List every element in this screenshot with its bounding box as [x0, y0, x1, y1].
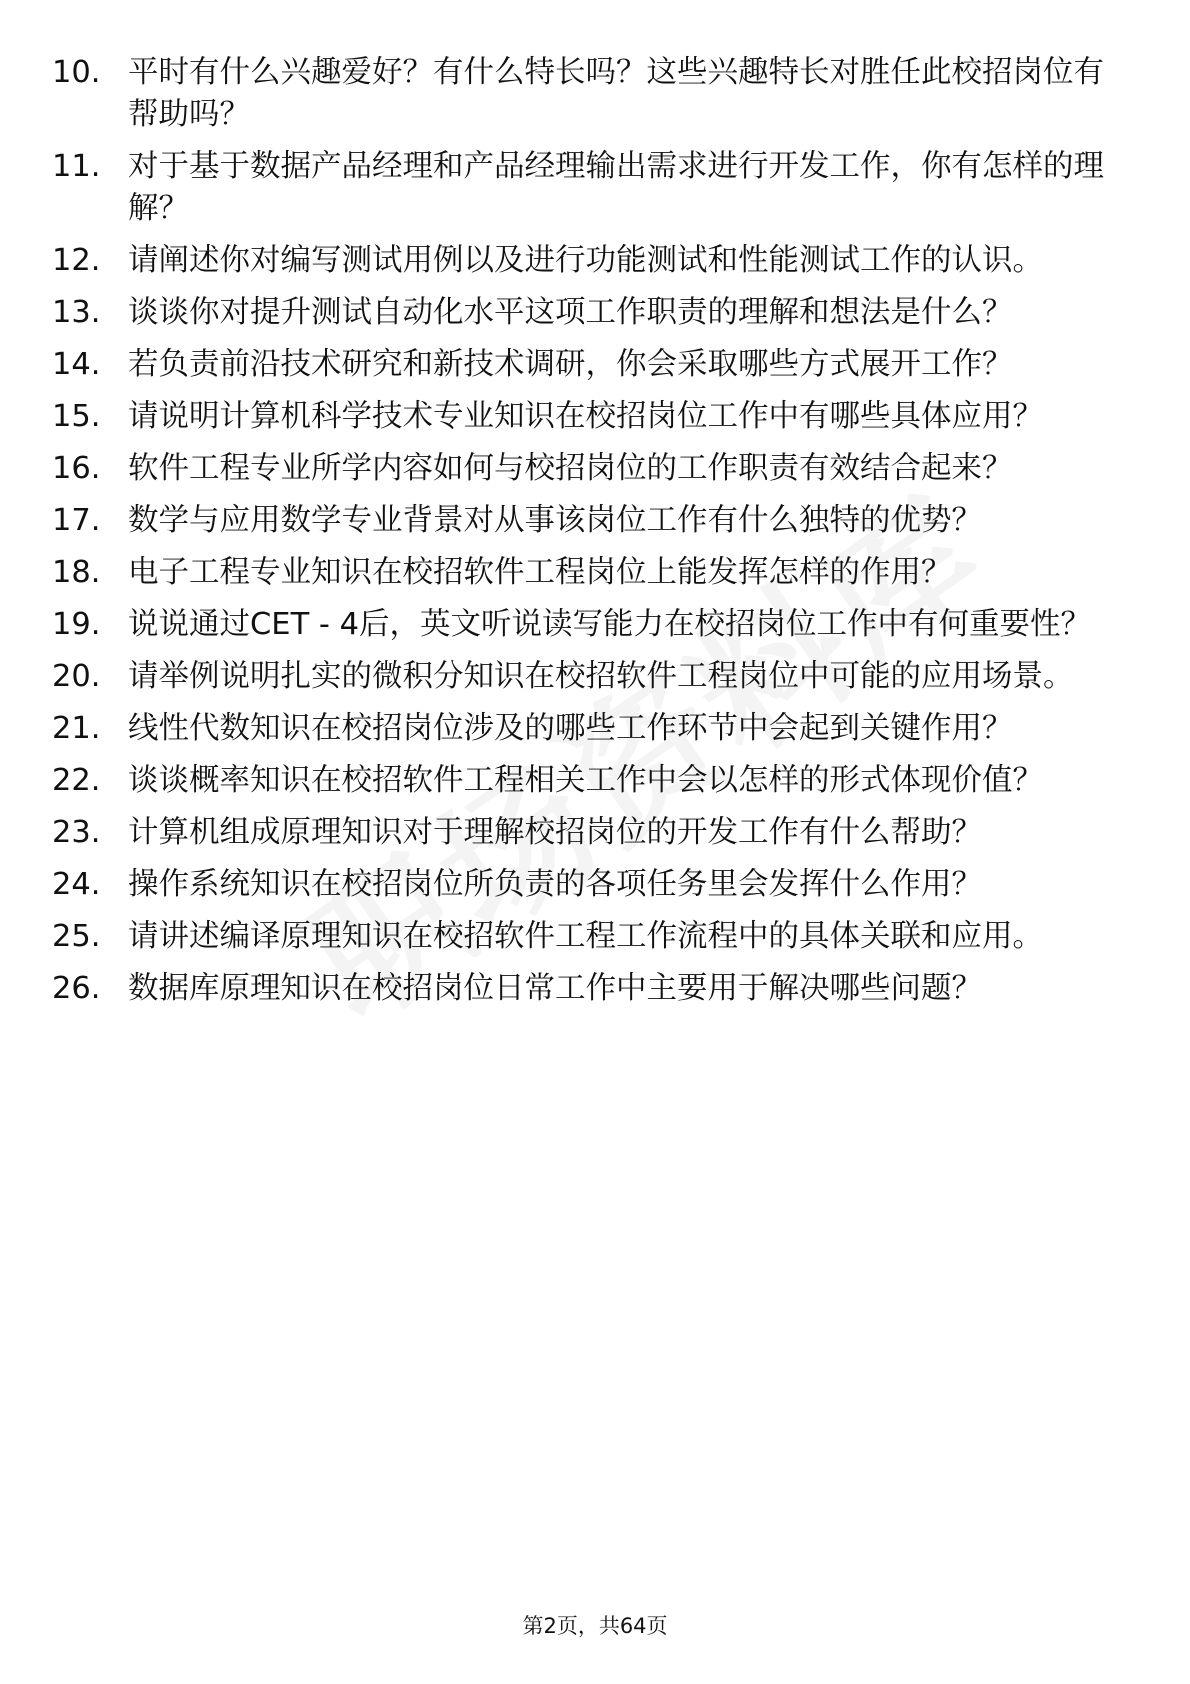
question-number: 18. [52, 555, 101, 590]
question-text: 电子工程专业知识在校招软件工程岗位上能发挥怎样的作用？ [128, 555, 952, 590]
question-item [52, 292, 1132, 334]
question-item [52, 604, 1132, 646]
question-text: 说说通过CET - 4后，英文听说读写能力在校招岗位工作中有何重要性？ [128, 607, 1091, 642]
question-number: 11. [52, 149, 101, 184]
question-text: 数学与应用数学专业背景对从事该岗位工作有什么独特的优势？ [128, 503, 982, 538]
question-number: 26. [52, 971, 101, 1006]
question-item [52, 552, 1132, 594]
page-footer: 第2页，共64页 [522, 1614, 668, 1638]
question-number: 17. [52, 503, 101, 538]
question-item [52, 760, 1132, 802]
question-number: 24. [52, 867, 101, 902]
question-item [52, 52, 1132, 136]
question-text: 请说明计算机科学技术专业知识在校招岗位工作中有哪些具体应用？ [128, 399, 1043, 434]
question-item [52, 396, 1132, 438]
question-number: 16. [52, 451, 101, 486]
question-text: 若负责前沿技术研究和新技术调研，你会采取哪些方式展开工作？ [128, 347, 1013, 382]
question-text: 谈谈概率知识在校招软件工程相关工作中会以怎样的形式体现价值？ [128, 763, 1043, 798]
question-number: 10. [52, 55, 101, 90]
question-number: 22. [52, 763, 101, 798]
question-text: 计算机组成原理知识对于理解校招岗位的开发工作有什么帮助？ [128, 815, 982, 850]
question-number: 25. [52, 919, 101, 954]
question-number: 19. [52, 607, 101, 642]
question-number: 12. [52, 243, 101, 278]
question-item [52, 344, 1132, 386]
question-item [52, 916, 1132, 958]
question-item [52, 812, 1132, 854]
question-item [52, 448, 1132, 490]
question-number: 23. [52, 815, 101, 850]
question-list [52, 52, 1132, 1020]
question-number: 20. [52, 659, 101, 694]
question-item [52, 240, 1132, 282]
question-number: 14. [52, 347, 101, 382]
question-text: 请举例说明扎实的微积分知识在校招软件工程岗位中可能的应用场景。 [128, 659, 1074, 694]
question-text: 请阐述你对编写测试用例以及进行功能测试和性能测试工作的认识。 [128, 243, 1043, 278]
question-text: 软件工程专业所学内容如何与校招岗位的工作职责有效结合起来？ [128, 451, 1013, 486]
question-text: 数据库原理知识在校招岗位日常工作中主要用于解决哪些问题？ [128, 971, 982, 1006]
question-number: 21. [52, 711, 101, 746]
question-item [52, 708, 1132, 750]
question-item [52, 146, 1132, 230]
question-text: 线性代数知识在校招岗位涉及的哪些工作环节中会起到关键作用？ [128, 711, 1013, 746]
question-item [52, 656, 1132, 698]
question-item [52, 500, 1132, 542]
question-text: 谈谈你对提升测试自动化水平这项工作职责的理解和想法是什么？ [128, 295, 1013, 330]
question-text: 平时有什么兴趣爱好？有什么特长吗？这些兴趣特长对胜任此校招岗位有帮助吗？ [128, 55, 1104, 132]
question-number: 13. [52, 295, 101, 330]
question-item [52, 864, 1132, 906]
question-item [52, 968, 1132, 1010]
question-number: 15. [52, 399, 101, 434]
question-text: 请讲述编译原理知识在校招软件工程工作流程中的具体关联和应用。 [128, 919, 1043, 954]
question-text: 操作系统知识在校招岗位所负责的各项任务里会发挥什么作用？ [128, 867, 982, 902]
question-text: 对于基于数据产品经理和产品经理输出需求进行开发工作，你有怎样的理解？ [128, 149, 1104, 226]
